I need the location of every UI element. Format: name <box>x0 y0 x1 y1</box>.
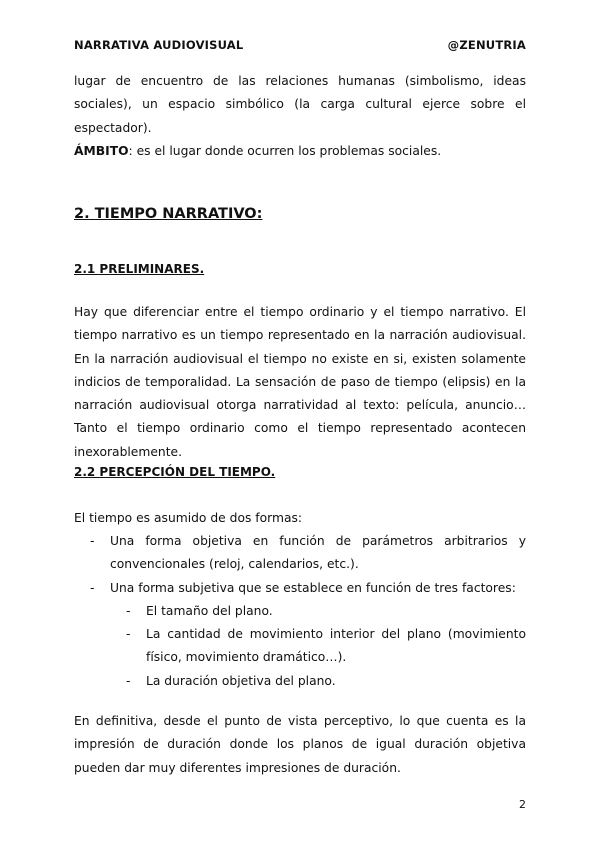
dash-bullet: - <box>126 627 131 642</box>
page-number: 2 <box>519 798 526 811</box>
sub-list-item-text: La cantidad de movimiento interior del plano (movimiento físico, movimiento dramático…). <box>146 627 526 665</box>
subsection-title-percepcion: 2.2 PERCEPCIÓN DEL TIEMPO. <box>74 465 276 479</box>
list-item-text: Una forma subjetiva que se establece en función de tres factores: <box>110 580 516 595</box>
sub-list-item-text: El tamaño del plano. <box>146 603 273 618</box>
dash-bullet: - <box>90 580 95 595</box>
list-item-text: Una forma objetiva en función de parámetros arbitrarios y convencionales (reloj, calendarios, etc.). <box>110 534 526 572</box>
percepcion-list <box>74 530 526 693</box>
sub-list-item <box>74 623 526 670</box>
ambito-term: ÁMBITO <box>74 144 129 158</box>
list-item <box>74 530 526 577</box>
preliminares-paragraph: Hay que diferenciar entre el tiempo ordinario y el tiempo narrativo. El tiempo narrativo es un tiempo representado en la narración audiovisual. En la narración audiovisual el tiempo no existe en si, existen solamente indicios de temporalidad. La sensación de paso de tiempo (elipsis) en la narración audiovisual otorga narratividad al texto: película, anuncio… Tanto el tiempo ordinario como el tiempo representado acontecen inexorablemente. <box>74 305 526 459</box>
intro-paragraph: lugar de encuentro de las relaciones humanas (simbolismo, ideas sociales), un espacio simbólico (la carga cultural ejerce sobre el espectador). <box>74 74 526 135</box>
percepcion-lead: El tiempo es asumido de dos formas: <box>74 511 303 525</box>
sub-list-item <box>74 670 526 693</box>
conclusion-paragraph: En definitiva, desde el punto de vista perceptivo, lo que cuenta es la impresión de duración donde los planos de igual duración objetiva pueden dar muy diferentes impresiones de duración. <box>74 714 526 775</box>
dash-bullet: - <box>126 673 131 688</box>
sub-list-item <box>74 600 526 623</box>
header-handle: @ZENUTRIA <box>447 38 526 52</box>
ambito-text: : es el lugar donde ocurren los problemas sociales. <box>128 144 442 158</box>
dash-bullet: - <box>90 534 95 548</box>
dash-bullet: - <box>126 603 131 618</box>
subsection-title-preliminares: 2.1 PRELIMINARES. <box>74 262 205 276</box>
header-title: NARRATIVA AUDIOVISUAL <box>74 38 244 52</box>
sub-list-item-text: La duración objetiva del plano. <box>146 673 336 688</box>
list-item <box>74 577 526 600</box>
section-title: 2. TIEMPO NARRATIVO: <box>74 206 263 222</box>
ambito-paragraph <box>74 140 526 163</box>
